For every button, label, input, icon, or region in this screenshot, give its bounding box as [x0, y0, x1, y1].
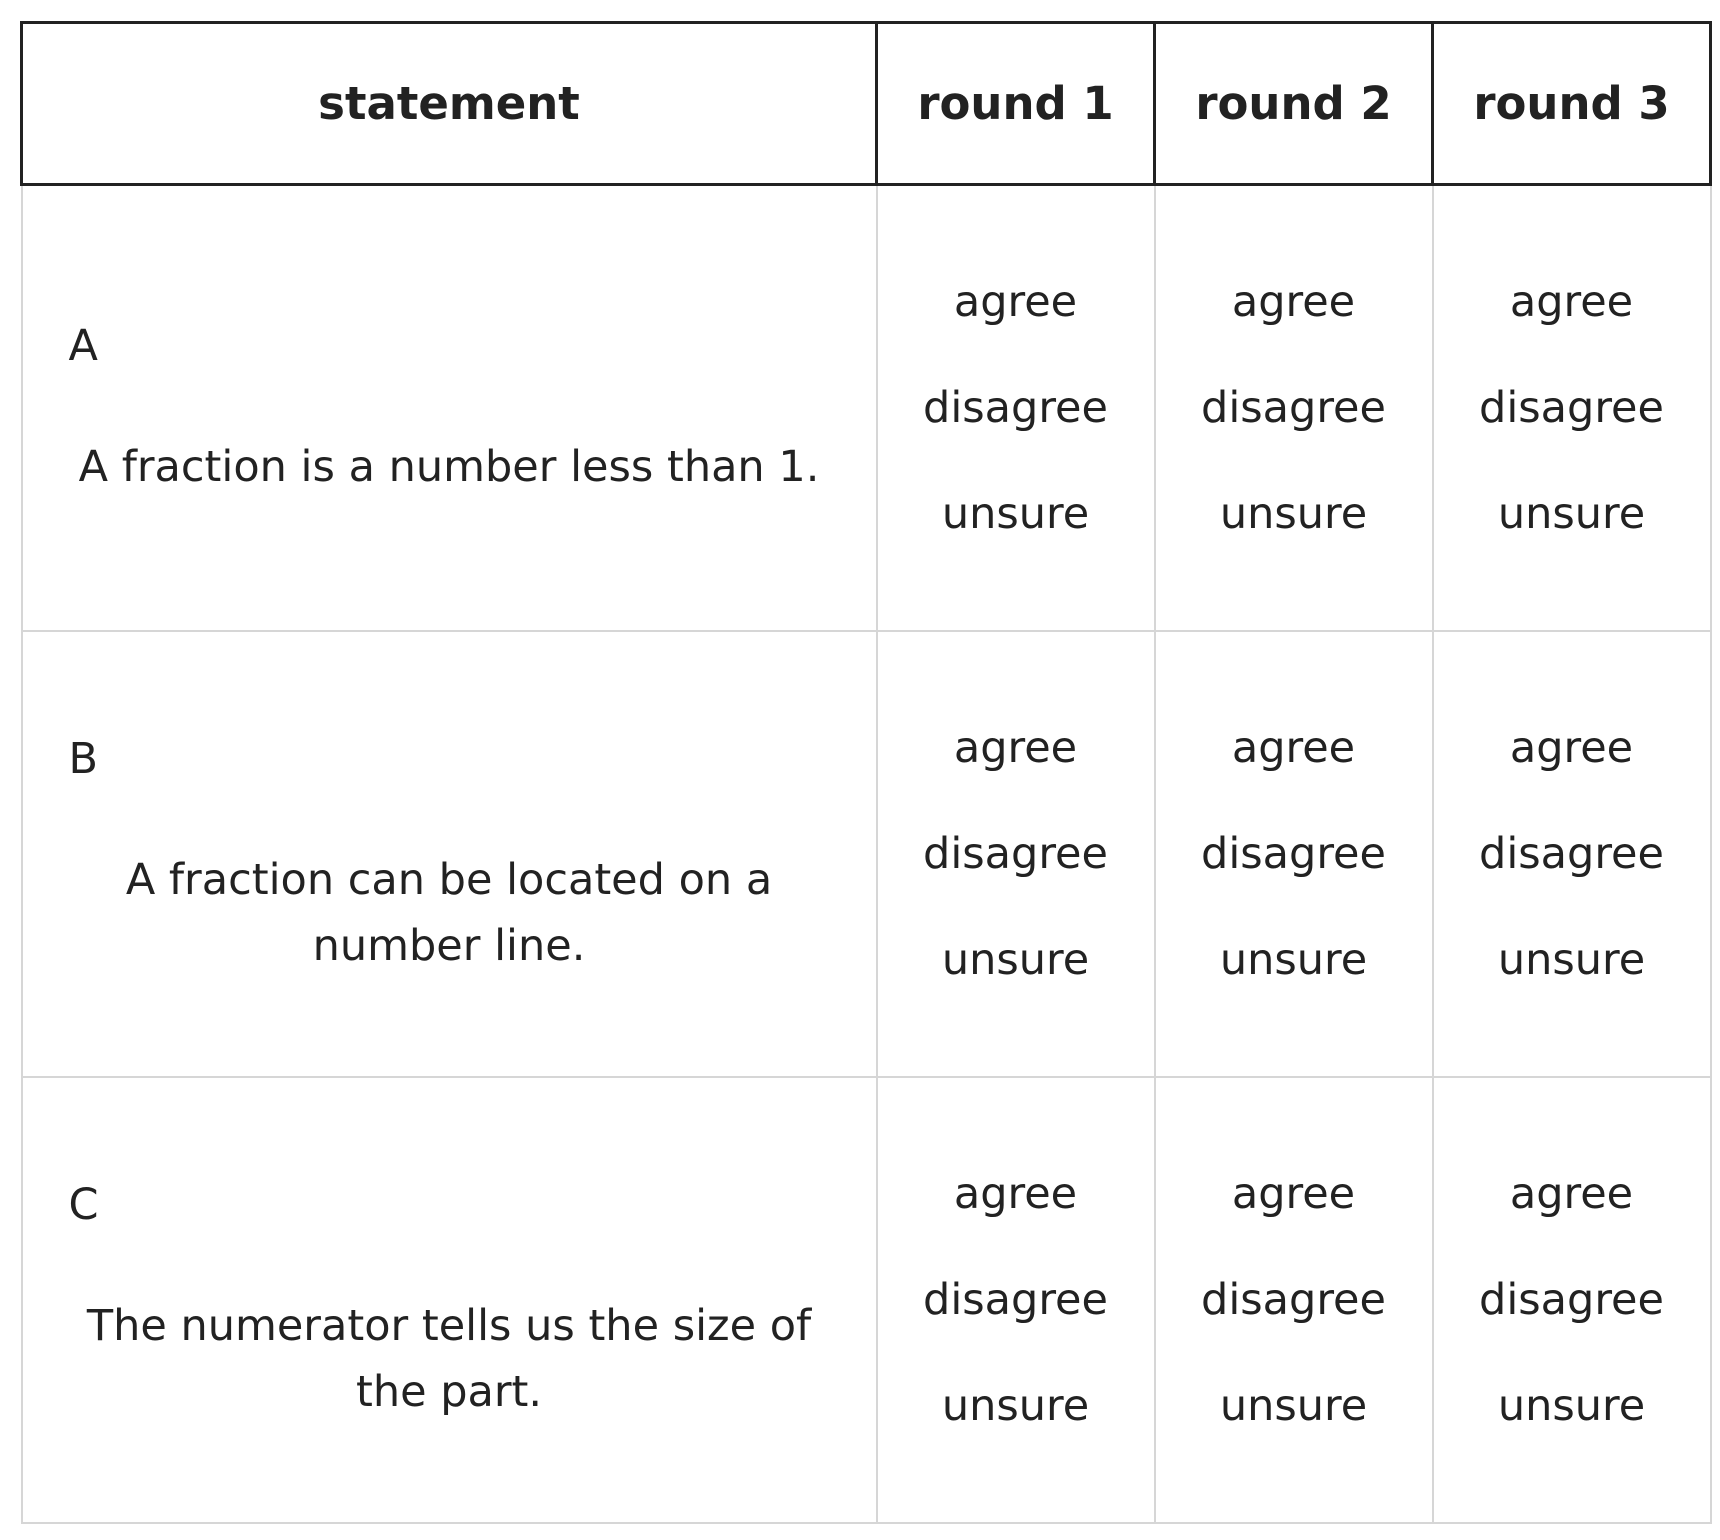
header-row: [22, 23, 1711, 185]
option-unsure[interactable]: unsure: [941, 935, 1090, 985]
statement-letter: C: [68, 1180, 99, 1230]
round-1-cell: [877, 185, 1155, 632]
option-disagree[interactable]: disagree: [1201, 829, 1386, 879]
option-agree[interactable]: agree: [953, 277, 1078, 327]
option-disagree[interactable]: disagree: [923, 383, 1108, 433]
option-agree[interactable]: agree: [1509, 277, 1634, 327]
option-unsure[interactable]: unsure: [1219, 489, 1368, 539]
round-2-cell: [1155, 1077, 1433, 1523]
statement-text: The numerator tells us the size of the part.: [86, 1301, 812, 1417]
statement-cell: [22, 631, 877, 1077]
round-3-cell: [1433, 631, 1711, 1077]
option-disagree[interactable]: disagree: [923, 829, 1108, 879]
round-2-cell: [1155, 631, 1433, 1077]
table-row: [22, 631, 1711, 1077]
option-list: [1434, 249, 1710, 567]
header-round-1: round 1: [877, 23, 1155, 185]
statement-letter: B: [68, 734, 98, 784]
statement-text: A fraction is a number less than 1.: [78, 442, 820, 492]
option-agree[interactable]: agree: [953, 1169, 1078, 1219]
option-agree[interactable]: agree: [1509, 1169, 1634, 1219]
header-statement: statement: [22, 23, 877, 185]
header-round-3: round 3: [1433, 23, 1711, 185]
option-unsure[interactable]: unsure: [1497, 1381, 1646, 1431]
statement-cell: [22, 185, 877, 632]
option-list: [878, 1141, 1154, 1459]
option-unsure[interactable]: unsure: [1219, 1381, 1368, 1431]
statement-letter: A: [68, 321, 98, 371]
anticipation-guide-table: [20, 21, 1712, 1524]
option-list: [878, 249, 1154, 567]
option-agree[interactable]: agree: [953, 723, 1078, 773]
table-row: [22, 185, 1711, 632]
option-disagree[interactable]: disagree: [1479, 383, 1664, 433]
option-disagree[interactable]: disagree: [1201, 383, 1386, 433]
option-disagree[interactable]: disagree: [1201, 1275, 1386, 1325]
option-disagree[interactable]: disagree: [1479, 1275, 1664, 1325]
option-list: [1434, 1141, 1710, 1459]
round-3-cell: [1433, 1077, 1711, 1523]
option-unsure[interactable]: unsure: [1497, 489, 1646, 539]
table-row: [22, 1077, 1711, 1523]
option-list: [1156, 695, 1432, 1013]
option-list: [1156, 249, 1432, 567]
option-agree[interactable]: agree: [1231, 1169, 1356, 1219]
option-unsure[interactable]: unsure: [1219, 935, 1368, 985]
option-unsure[interactable]: unsure: [941, 489, 1090, 539]
option-disagree[interactable]: disagree: [923, 1275, 1108, 1325]
statement-text: A fraction can be located on a number line.: [125, 855, 773, 971]
statement-cell: [22, 1077, 877, 1523]
header-round-2: round 2: [1155, 23, 1433, 185]
option-agree[interactable]: agree: [1509, 723, 1634, 773]
option-unsure[interactable]: unsure: [1497, 935, 1646, 985]
option-list: [878, 695, 1154, 1013]
table-header: [22, 23, 1711, 185]
option-agree[interactable]: agree: [1231, 723, 1356, 773]
table-body: [22, 185, 1711, 1524]
option-agree[interactable]: agree: [1231, 277, 1356, 327]
option-list: [1434, 695, 1710, 1013]
round-1-cell: [877, 631, 1155, 1077]
option-unsure[interactable]: unsure: [941, 1381, 1090, 1431]
round-3-cell: [1433, 185, 1711, 632]
round-2-cell: [1155, 185, 1433, 632]
option-list: [1156, 1141, 1432, 1459]
option-disagree[interactable]: disagree: [1479, 829, 1664, 879]
round-1-cell: [877, 1077, 1155, 1523]
